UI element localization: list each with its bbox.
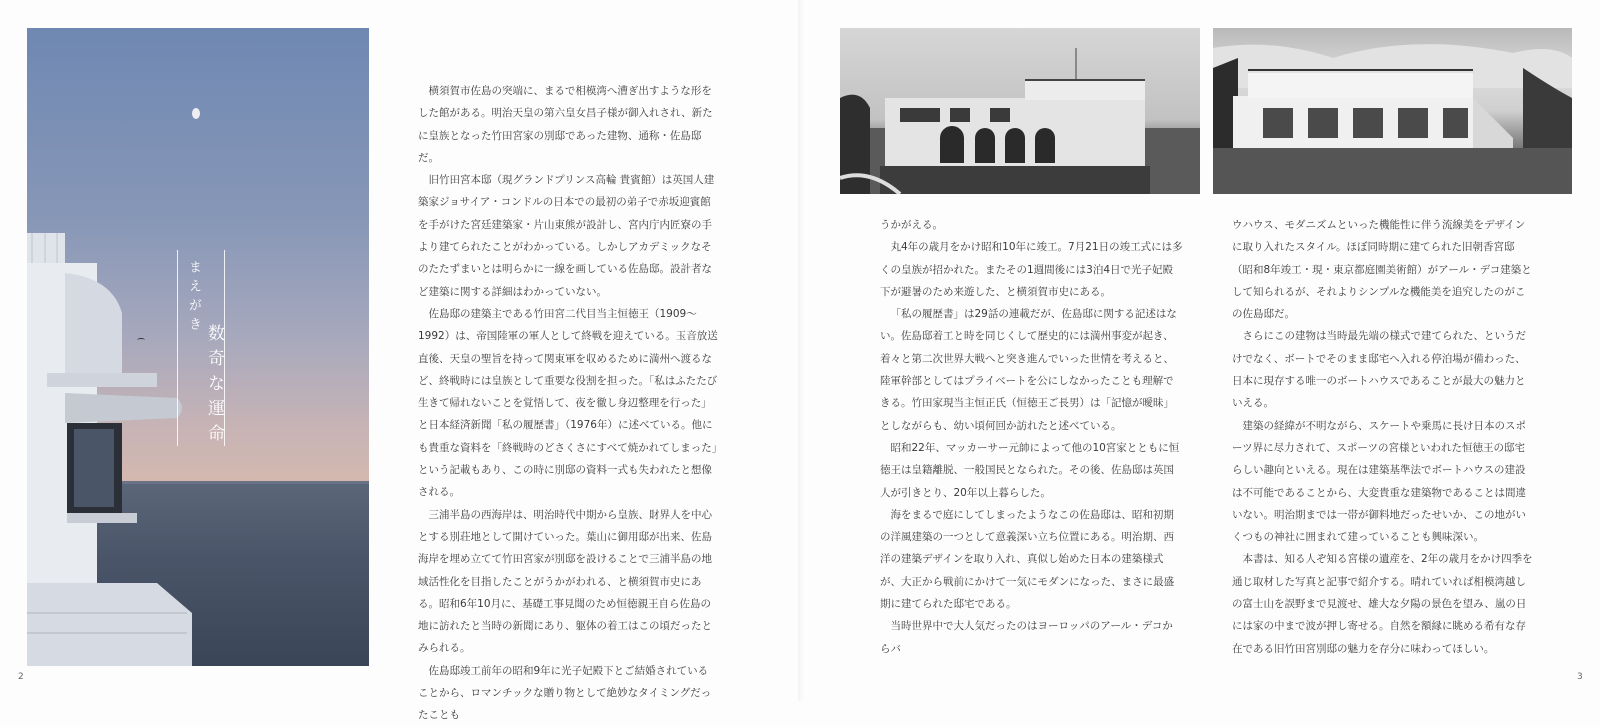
paragraph: 当時世界中で大人気だったのはヨーロッパのアール・デコからバ	[880, 620, 1173, 655]
paragraph: 丸4年の歳月をかけ昭和10年に竣工。7月21日の竣工式には多くの皇族が招かれた。またその1週間後には3泊4日で光子妃殿下が避暑のため来遊した、と横須賀市史にある。	[880, 241, 1183, 298]
paragraph: 建築の経緯が不明ながら、スケートや乗馬に長け日本のスポーツ界に尽力されて、スポーツの宮様といわれた恒徳王の邸宅らしい趣向といえる。現在は建築基準法でボートハウスの建設は不可能であることから、大変貴重な建築物であることは間違いない。明治期までは一帯が御料地だったせいか、この地がいくつもの神社に囲まれて建っていることも興味深い。	[1232, 419, 1526, 544]
spine-shadow	[798, 0, 804, 701]
vintage-photo	[840, 28, 1200, 194]
vintage-villa-drawing	[840, 28, 1200, 194]
moon	[192, 108, 200, 119]
paragraph: 横須賀市佐島の突端に、まるで相模湾へ漕ぎ出すような形をした館がある。明治天皇の第六皇女昌子様が御入れされ、新たに皇族となった竹田宮家の別邸であった建物、通称・佐島邸だ。	[418, 85, 713, 164]
villa-silhouette	[27, 233, 197, 666]
modern-villa-drawing	[1213, 28, 1572, 194]
modern-photo	[1213, 28, 1572, 194]
page-number-right: 3	[1577, 672, 1583, 682]
paragraph: 「私の履歴書」は29話の連載だが、佐島邸に関する記述はない。佐島邸着工と時を同じくして歴史的には満州事変が起き、着々と第二次世界大戦へと突き進んでいった世情を考えると、陸軍幹部としてはプライベートを公にしなかったことも理解できる。竹田家現当主恒正氏（恒徳王ご長男）は「記憶が曖昧」としながらも、幼い頃何回か訪れたと述べている。	[880, 308, 1177, 432]
paragraph: うかがえる。	[880, 219, 943, 231]
text-column-3	[1232, 214, 1535, 660]
paragraph: さらにこの建物は当時最先端の様式で建てられた、というだけでなく、ボートでそのまま邸宅へ入れる停泊場が備わった、日本に現存する唯一のボートハウスであることが最大の魅力といえる。	[1232, 330, 1526, 410]
paragraph: 本書は、知る人ぞ知る宮様の遺産を、2年の歳月をかけ四季を通じ取材した写真と記事で紹介する。晴れていれば相模湾越しの富士山を誤野まで見渡せ、雄大な夕陽の景色を望み、嵐の日には家の中まで波が押し寄せる。自然を額縁に眺める希有な存在である旧竹田宮別邸の魅力を存分に味わってほしい。	[1232, 553, 1533, 655]
chapter-subtitle: まえがき	[186, 260, 201, 336]
paragraph: 三浦半島の西海岸は、明治時代中期から皇族、財界人を中心とする別荘地として開けていった。葉山に御用邸が出来、佐島海岸を埋め立てて竹田宮家が別邸を設けることで三浦半島の地域活性化を目指したことがうかがわれる、と横須賀市史にある。昭和6年10月に、基礎工事見聞のため恒徳親王自ら佐島の地に訪れたと当時の新聞にあり、躯体の着工はこの頃だったとみられる。	[418, 508, 712, 655]
paragraph: 旧竹田宮本邸（現グランドプリンス高輪 貴賓館）は英国人建築家ジョサイア・コンドルの日本での最初の弟子で赤坂迎賓館を手がけた宮廷建築家・片山東熊が設計し、宮内庁内匠寮の手より建てられたことがわかっている。しかしアカデミックなそのたたずまいとは明らかに一線を画している佐島邸。設計者など建築に関する詳細はわかっていない。	[418, 174, 715, 298]
text-column-2	[880, 214, 1183, 660]
text-column-1	[418, 80, 718, 727]
cover-photo	[27, 28, 369, 666]
paragraph: 佐島邸竣工前年の昭和9年に光子妃殿下とご結婚されていることから、ロマンチックな贈り物として絶妙なタイミングだったことも	[418, 664, 712, 722]
chapter-title: 数奇な運命	[204, 324, 224, 449]
paragraph: 佐島邸の建築主である竹田宮二代目当主恒徳王（1909〜1992）は、帝国陸軍の軍人として終戦を迎えている。玉音放送直後、天皇の聖旨を持って関東軍を収めるために満州へ渡るなど、終戦時には皇族として重要な役割を担った。「私はふたたび生きて帰れないことを覚悟して、夜を徹し身辺整理を行った」と日本経済新聞「私の履歴書」（1976年）に述べている。他にも貴重な資料を「終戦時のどさくさにすべて焼かれてしまった」という記載もあり、この時に別邸の資料一式も失われたと想像される。	[418, 307, 718, 499]
paragraph: 海をまるで庭にしてしまったようなこの佐島邸は、昭和初期の洋風建築の一つとして意義深い立ち位置にある。明治期、西洋の建築デザインを取り入れ、真似し始めた日本の建築様式が、大正から戦前にかけて一気にモダンになった、まさに最盛期に建てられた邸宅である。	[880, 508, 1175, 611]
paragraph: 昭和22年、マッカーサー元帥によって他の10宮家とともに恒徳王は皇籍離脱、一般国民となられた。その後、佐島邸は英国人が引きとり、20年以上暮らした。	[880, 441, 1180, 499]
paragraph: ウハウス、モダニズムといった機能性に伴う流線美をデザインに取り入れたスタイル。ほぼ同時期に建てられた旧朝香宮邸（昭和8年竣工・現・東京都庭園美術館）がアール・デコ建築として知られるが、それよりシンプルな機能美を追究したのがこの佐島邸だ。	[1232, 219, 1532, 321]
page-number-left: 2	[18, 672, 24, 682]
